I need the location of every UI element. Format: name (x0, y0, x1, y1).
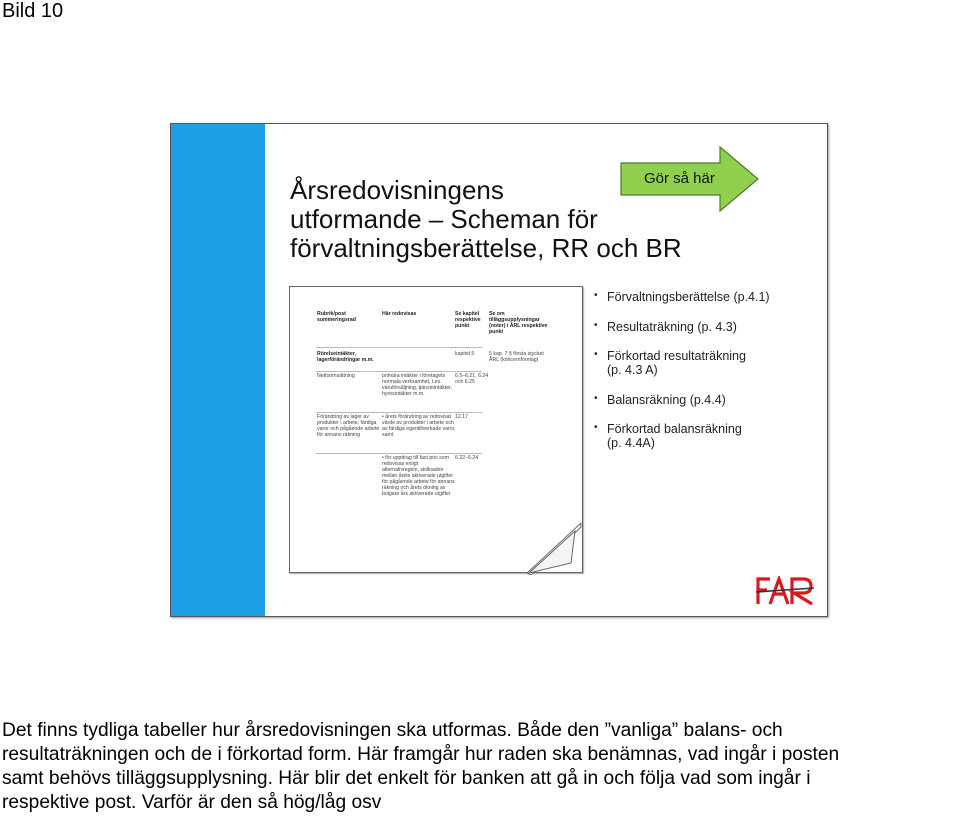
caption-line: Det finns tydliga tabeller hur årsredovisningen ska utformas. Både den ”vanliga” balans- och (2, 720, 783, 741)
slide-sidebar (171, 124, 265, 616)
far-logo-icon (756, 576, 816, 606)
caption (2, 719, 959, 815)
bullet-item: • Balansräkning (p.4.4) (594, 393, 726, 407)
bullet-item: • Förkortad balansräkning (p. 4.4A) (594, 422, 742, 450)
slide-title-line: utformande – Scheman för (290, 204, 598, 234)
doc-section-ref: kapitel 5 (455, 351, 475, 357)
doc-divider (316, 453, 482, 454)
bullet-item: • Förvaltningsberättelse (p.4.1) (594, 290, 770, 304)
doc-divider (316, 371, 482, 372)
doc-section-note: 5 kap. 7 § första stycket ÅRL (koncernföretag) (489, 351, 544, 363)
caption-line: respektive post. Varför är den så hög/låg osv (2, 792, 382, 813)
doc-header-4: Se om tilläggsupplysningar (noter) i ÅRL respektive punkt (489, 311, 548, 335)
doc-row-desc: • för uppdrag till fast pris som redovisas enligt alternativregeln, skillnaden mellan årets aktiverade utgifter för pågående arbete för annans räkning och årets ökning av bolgare års aktiverade utgifter (382, 455, 455, 497)
caption-line: samt behövs tilläggsupplysning. Här blir det enkelt för banken att gå in och följa vad som ingår i (2, 768, 811, 789)
page-curl-icon (527, 523, 583, 575)
doc-row-post: Nettoomsättning (317, 373, 355, 379)
doc-divider (316, 412, 482, 413)
caption-line: resultaträkningen och de i förkortad form. Här framgår hur raden ska benämnas, vad ingår i posten (2, 744, 840, 765)
doc-header-1: Rubrik/post summeringsrad (317, 311, 356, 323)
doc-row-ref: 12.17 (455, 414, 468, 420)
doc-header-3: Se kapitel respektive punkt (455, 311, 481, 329)
bullet-item: • Förkortad resultaträkning (p. 4.3 A) (594, 349, 746, 377)
doc-section: Rörelseintäkter, lagerförändringar m.m. (317, 351, 374, 363)
doc-row-desc: primära intäkter i företagets normala verksamhet, t.ex. varuförsäljning, tjänsteintäkter, hyresintäkter m.m. (382, 373, 453, 397)
bullet-item: • Resultaträkning (p. 4.3) (594, 320, 737, 334)
page-heading: Bild 10 (2, 0, 64, 22)
doc-row-ref: 6.5–6.21, 6.24 och 6.25 (455, 373, 489, 385)
doc-header-2: Här redovisas (382, 311, 417, 317)
slide (170, 123, 828, 617)
doc-row-post: Förändring av lager av produkter i arbete, färdiga varor och pågående arbete för annans räkning (317, 414, 380, 438)
arrow-label: Gör så här (644, 170, 715, 187)
slide-title-line: Årsredovisningens (290, 175, 504, 205)
doc-row-desc: • årets förändring av redovisat värde av produkter i arbete och av färdiga egentillverkade varor, samt (382, 414, 456, 438)
doc-divider (316, 347, 482, 348)
slide-title-line: förvaltningsberättelse, RR och BR (290, 233, 682, 263)
doc-row-ref: 6.22–6.24 (455, 455, 479, 461)
